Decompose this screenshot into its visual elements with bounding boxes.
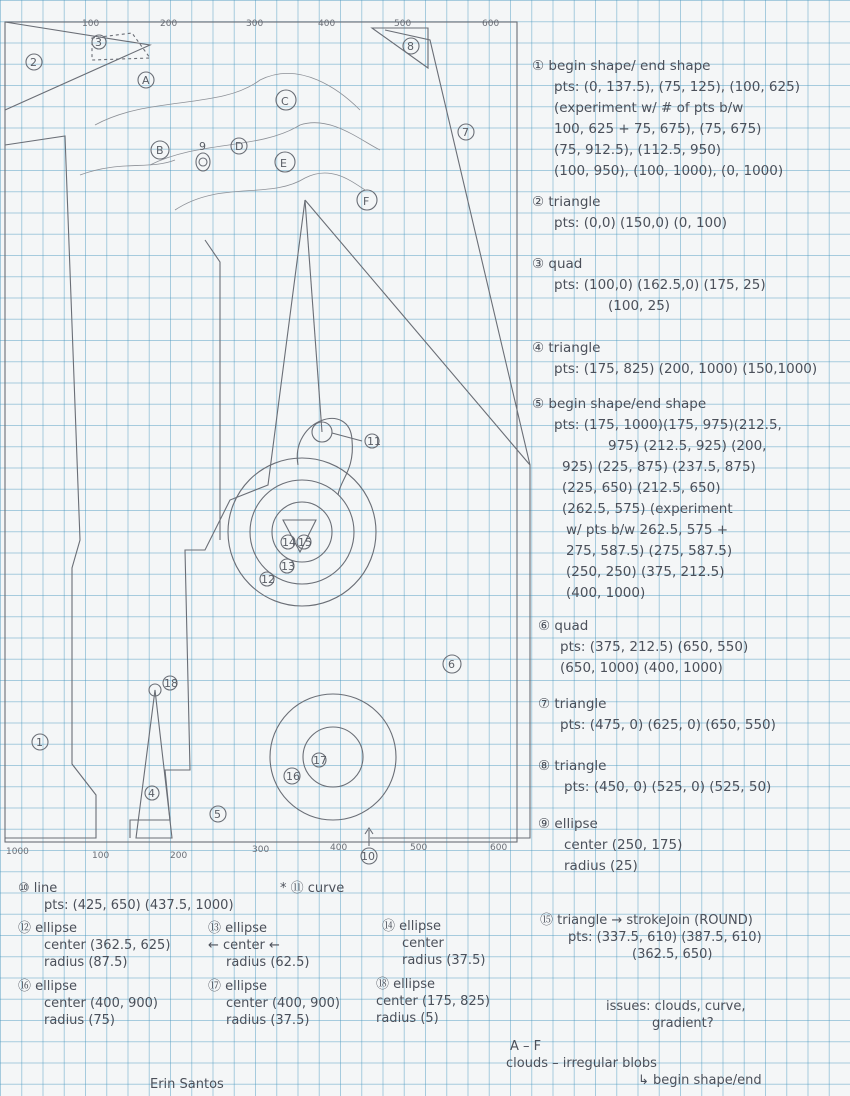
note-3: ③ quad pts: (100,0) (162.5,0) (175, 25) (100, 25) <box>532 256 766 314</box>
top-tick-500: 500 <box>394 19 412 29</box>
canvas-border <box>5 22 517 842</box>
svg-text:D: D <box>235 140 244 153</box>
shape-5-boundary <box>130 200 305 838</box>
note-15: ⑮ triangle → strokeJoin (ROUND) pts: (337.5, 610) (387.5, 610) (362.5, 650) <box>540 913 762 962</box>
bottom-tick-100: 100 <box>92 851 110 861</box>
note-issues: issues: clouds, curve, gradient? <box>606 999 746 1031</box>
svg-text:A: A <box>142 74 150 87</box>
ellipse-14 <box>272 502 332 562</box>
svg-text:12: 12 <box>261 573 275 586</box>
note-9: ⑨ ellipse center (250, 175) radius (25) <box>538 816 683 874</box>
svg-text:8: 8 <box>407 40 414 53</box>
shape-4-triangle <box>136 690 172 838</box>
bottom-tick-300: 300 <box>252 845 270 855</box>
top-tick-600: 600 <box>482 19 500 29</box>
bottom-tick-500: 500 <box>410 843 428 853</box>
svg-text:F: F <box>363 195 370 208</box>
svg-text:11: 11 <box>367 435 381 448</box>
bottom-axis <box>6 843 507 861</box>
shape-1-boundary <box>5 136 96 838</box>
note-4: ④ triangle pts: (175, 825) (200, 1000) (150,1000) <box>532 340 818 377</box>
svg-text:17: 17 <box>313 754 327 767</box>
shape-11-curve <box>297 418 352 495</box>
note-10: ⑩ line pts: (425, 650) (437.5, 1000) <box>18 881 234 913</box>
svg-text:2: 2 <box>30 56 37 69</box>
bottom-tick-1000: 1000 <box>6 847 29 857</box>
ellipse-9 <box>196 153 210 171</box>
note-11: * ⑪ curve <box>280 881 345 896</box>
top-axis <box>82 19 499 29</box>
signature: Erin Santos <box>150 1077 224 1092</box>
arrow-shape-10 <box>365 828 373 846</box>
cloud-scribble-4 <box>80 160 175 175</box>
shape-7-triangle <box>385 30 530 465</box>
svg-text:14: 14 <box>282 536 296 549</box>
svg-text:15: 15 <box>298 536 312 549</box>
svg-text:10: 10 <box>361 850 375 863</box>
svg-text:13: 13 <box>281 560 295 573</box>
note-17: ⑰ ellipse center (400, 900) radius (37.5) <box>208 979 340 1028</box>
svg-text:9: 9 <box>199 140 206 153</box>
shape-5-inner-line <box>205 240 220 540</box>
svg-text:7: 7 <box>462 126 469 139</box>
svg-text:E: E <box>280 157 287 170</box>
cloud-scribble-2 <box>150 123 380 165</box>
bottom-tick-400: 400 <box>330 843 348 853</box>
svg-text:1: 1 <box>36 736 43 749</box>
svg-text:18: 18 <box>164 677 178 690</box>
note-1: ① begin shape/ end shape pts: (0, 137.5), (75, 125), (100, 625) (experiment w/ # of pts b/w 100, 625 + 75, 675), (75, 675) (75, 912.5), (112.5, 950) (100, 950), (100, 1000), (0, 1000) <box>532 58 800 179</box>
cloud-letter-labels <box>138 72 377 210</box>
svg-text:C: C <box>281 95 289 108</box>
svg-text:16: 16 <box>286 770 300 783</box>
svg-text:B: B <box>156 144 164 157</box>
ellipse-13 <box>250 480 354 584</box>
note-5: ⑤ begin shape/end shape pts: (175, 1000)(175, 975)(212.5, 975) (212.5, 925) (200, 925) (225, 875) (237.5, 875) (225, 650) (212.5, 650) (262.5, 575) (experiment w/ pts b/w 262.5, 575 + 275, 587.5) (275, 587.5) (250, 250) (375, 212.5) (400, 1000) <box>532 396 782 601</box>
svg-text:4: 4 <box>148 787 155 800</box>
note-2: ② triangle pts: (0,0) (150,0) (0, 100) <box>532 194 727 231</box>
note-6: ⑥ quad pts: (375, 212.5) (650, 550) (650, 1000) (400, 1000) <box>538 618 749 676</box>
top-tick-200: 200 <box>160 19 178 29</box>
top-tick-400: 400 <box>318 19 336 29</box>
note-8: ⑧ triangle pts: (450, 0) (525, 0) (525, 50) <box>538 758 772 795</box>
top-tick-100: 100 <box>82 19 100 29</box>
arrow-to-curve <box>332 433 362 441</box>
note-16: ⑯ ellipse center (400, 900) radius (75) <box>18 979 158 1028</box>
note-12: ⑫ ellipse center (362.5, 625) radius (87.5) <box>18 921 171 970</box>
svg-text:6: 6 <box>448 658 455 671</box>
shape-6-quad <box>305 200 530 838</box>
svg-text:5: 5 <box>214 808 221 821</box>
cloud-scribble-3 <box>175 173 365 210</box>
note-7: ⑦ triangle pts: (475, 0) (625, 0) (650, 550) <box>538 696 776 733</box>
ellipse-16 <box>270 694 396 820</box>
note-18: ⑱ ellipse center (175, 825) radius (5) <box>376 977 490 1026</box>
note-clouds: A – F clouds – irregular blobs ↳ begin shape/end <box>506 1039 762 1088</box>
shape-8-triangle <box>372 28 428 68</box>
svg-text:3: 3 <box>95 36 102 49</box>
bottom-tick-200: 200 <box>170 851 188 861</box>
ellipse-17 <box>303 727 363 787</box>
note-14: ⑭ ellipse center radius (37.5) <box>382 919 486 968</box>
shape-10-line <box>305 200 322 432</box>
cloud-scribble-1 <box>95 73 360 125</box>
shape-number-labels <box>26 35 474 864</box>
top-tick-300: 300 <box>246 19 264 29</box>
note-13: ⑬ ellipse ← center ← radius (62.5) <box>208 921 310 970</box>
bottom-tick-600: 600 <box>490 843 508 853</box>
